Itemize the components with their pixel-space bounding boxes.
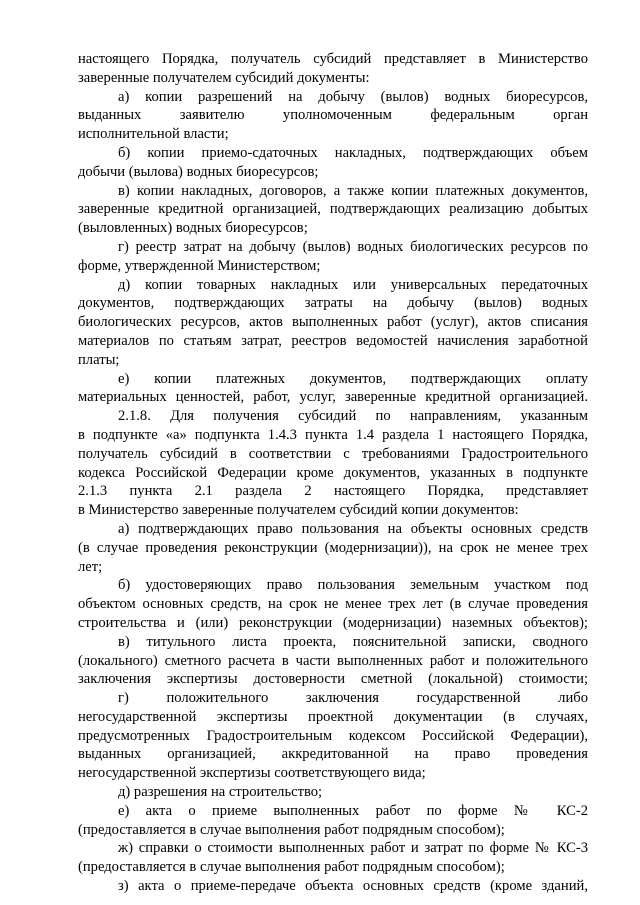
document-line: негосударственной экспертизы соответствующего вида;: [78, 765, 426, 782]
document-line: форме, утвержденной Министерством;: [78, 257, 321, 274]
document-line: кодекса Российской Федерации кроме документов, указанных в подпункте: [78, 464, 588, 481]
document-line: б) копии приемо-сдаточных накладных, подтверждающих объем: [118, 144, 588, 161]
document-line: 2.1.3 пункта 2.1 раздела 2 настоящего Порядка, представляет: [78, 483, 588, 500]
document-line: (предоставляется в случае выполнения работ подрядным способом);: [78, 859, 505, 876]
document-line: материалов по статьям затрат, реестров ведомостей начисления заработной: [78, 332, 588, 349]
document-line: г) положительного заключения государственной либо: [118, 690, 588, 707]
document-line: платы;: [78, 351, 120, 368]
document-line: объектом основных средств, на срок не менее трех лет (в случае проведения: [78, 596, 588, 613]
document-line: исполнительной власти;: [78, 126, 229, 143]
document-line: заверенные кредитной организацией, подтверждающих реализацию добытых: [78, 201, 588, 218]
document-line: предусмотренных Градостроительным кодексом Российской Федерации),: [78, 727, 588, 744]
document-line: 2.1.8. Для получения субсидий по направлениям, указанным: [118, 408, 588, 425]
document-line: в) копии накладных, договоров, а также копии платежных документов,: [118, 182, 588, 199]
document-line: д) разрешения на строительство;: [118, 784, 323, 801]
document-line: в Министерство заверенные получателем субсидий копии документов:: [78, 502, 519, 519]
document-line: (локального) сметного расчета в части выполненных работ и положительного: [78, 652, 588, 669]
document-line: материальных ценностей, работ, услуг, заверенные кредитной организацией.: [78, 389, 588, 406]
document-line: г) реестр затрат на добычу (вылов) водных биологических ресурсов по: [118, 238, 588, 255]
document-line: лет;: [78, 558, 103, 575]
document-line: биологических ресурсов, актов выполненных работ (услуг), актов списания: [78, 314, 588, 331]
document-line: документов, подтверждающих затраты на добычу (вылов) водных: [78, 295, 588, 312]
document-line: в) титульного листа проекта, пояснительной записки, сводного: [118, 633, 588, 650]
document-line: (выловленных) водных биоресурсов;: [78, 220, 308, 237]
document-line: получатель субсидий в соответствии с требованиями Градостроительного: [78, 445, 588, 462]
document-line: а) копии разрешений на добычу (вылов) водных биоресурсов,: [118, 88, 588, 105]
document-line: в подпункте «а» подпункта 1.4.3 пункта 1.4 раздела 1 настоящего Порядка,: [78, 426, 588, 443]
document-line: выданных заявителю уполномоченным федеральным орган: [78, 107, 588, 124]
document-line: негосударственной экспертизы проектной документации (в случаях,: [78, 708, 588, 725]
document-line: (в случае проведения реконструкции (модернизации)), на срок не менее трех: [78, 539, 588, 556]
document-line: е) акта о приеме выполненных работ по форме № КС-2: [118, 802, 588, 819]
document-line: ж) справки о стоимости выполненных работ и затрат по форме № КС-3: [118, 840, 588, 857]
document-line: добычи (вылова) водных биоресурсов;: [78, 163, 319, 180]
document-line: е) копии платежных документов, подтверждающих оплату: [118, 370, 588, 387]
document-line: б) удостоверяющих право пользования земельным участком под: [118, 577, 588, 594]
document-line: з) акта о приеме-передаче объекта основных средств (кроме зданий,: [118, 878, 588, 895]
document-line: настоящего Порядка, получатель субсидий представляет в Министерство: [78, 51, 588, 67]
document-line: строительства и (или) реконструкции (модернизации) наземных объектов);: [78, 614, 588, 631]
document-body: [78, 50, 588, 896]
document-line: (предоставляется в случае выполнения работ подрядным способом);: [78, 821, 505, 838]
document-line: а) подтверждающих право пользования на объекты основных средств: [118, 520, 588, 537]
document-line: заключения экспертизы достоверности сметной (локальной) стоимости;: [78, 671, 588, 688]
document-line: выданных организацией, аккредитованной на право проведения: [78, 746, 588, 763]
document-line: заверенные получателем субсидий документы:: [78, 69, 370, 86]
document-line: д) копии товарных накладных или универсальных передаточных: [118, 276, 588, 293]
